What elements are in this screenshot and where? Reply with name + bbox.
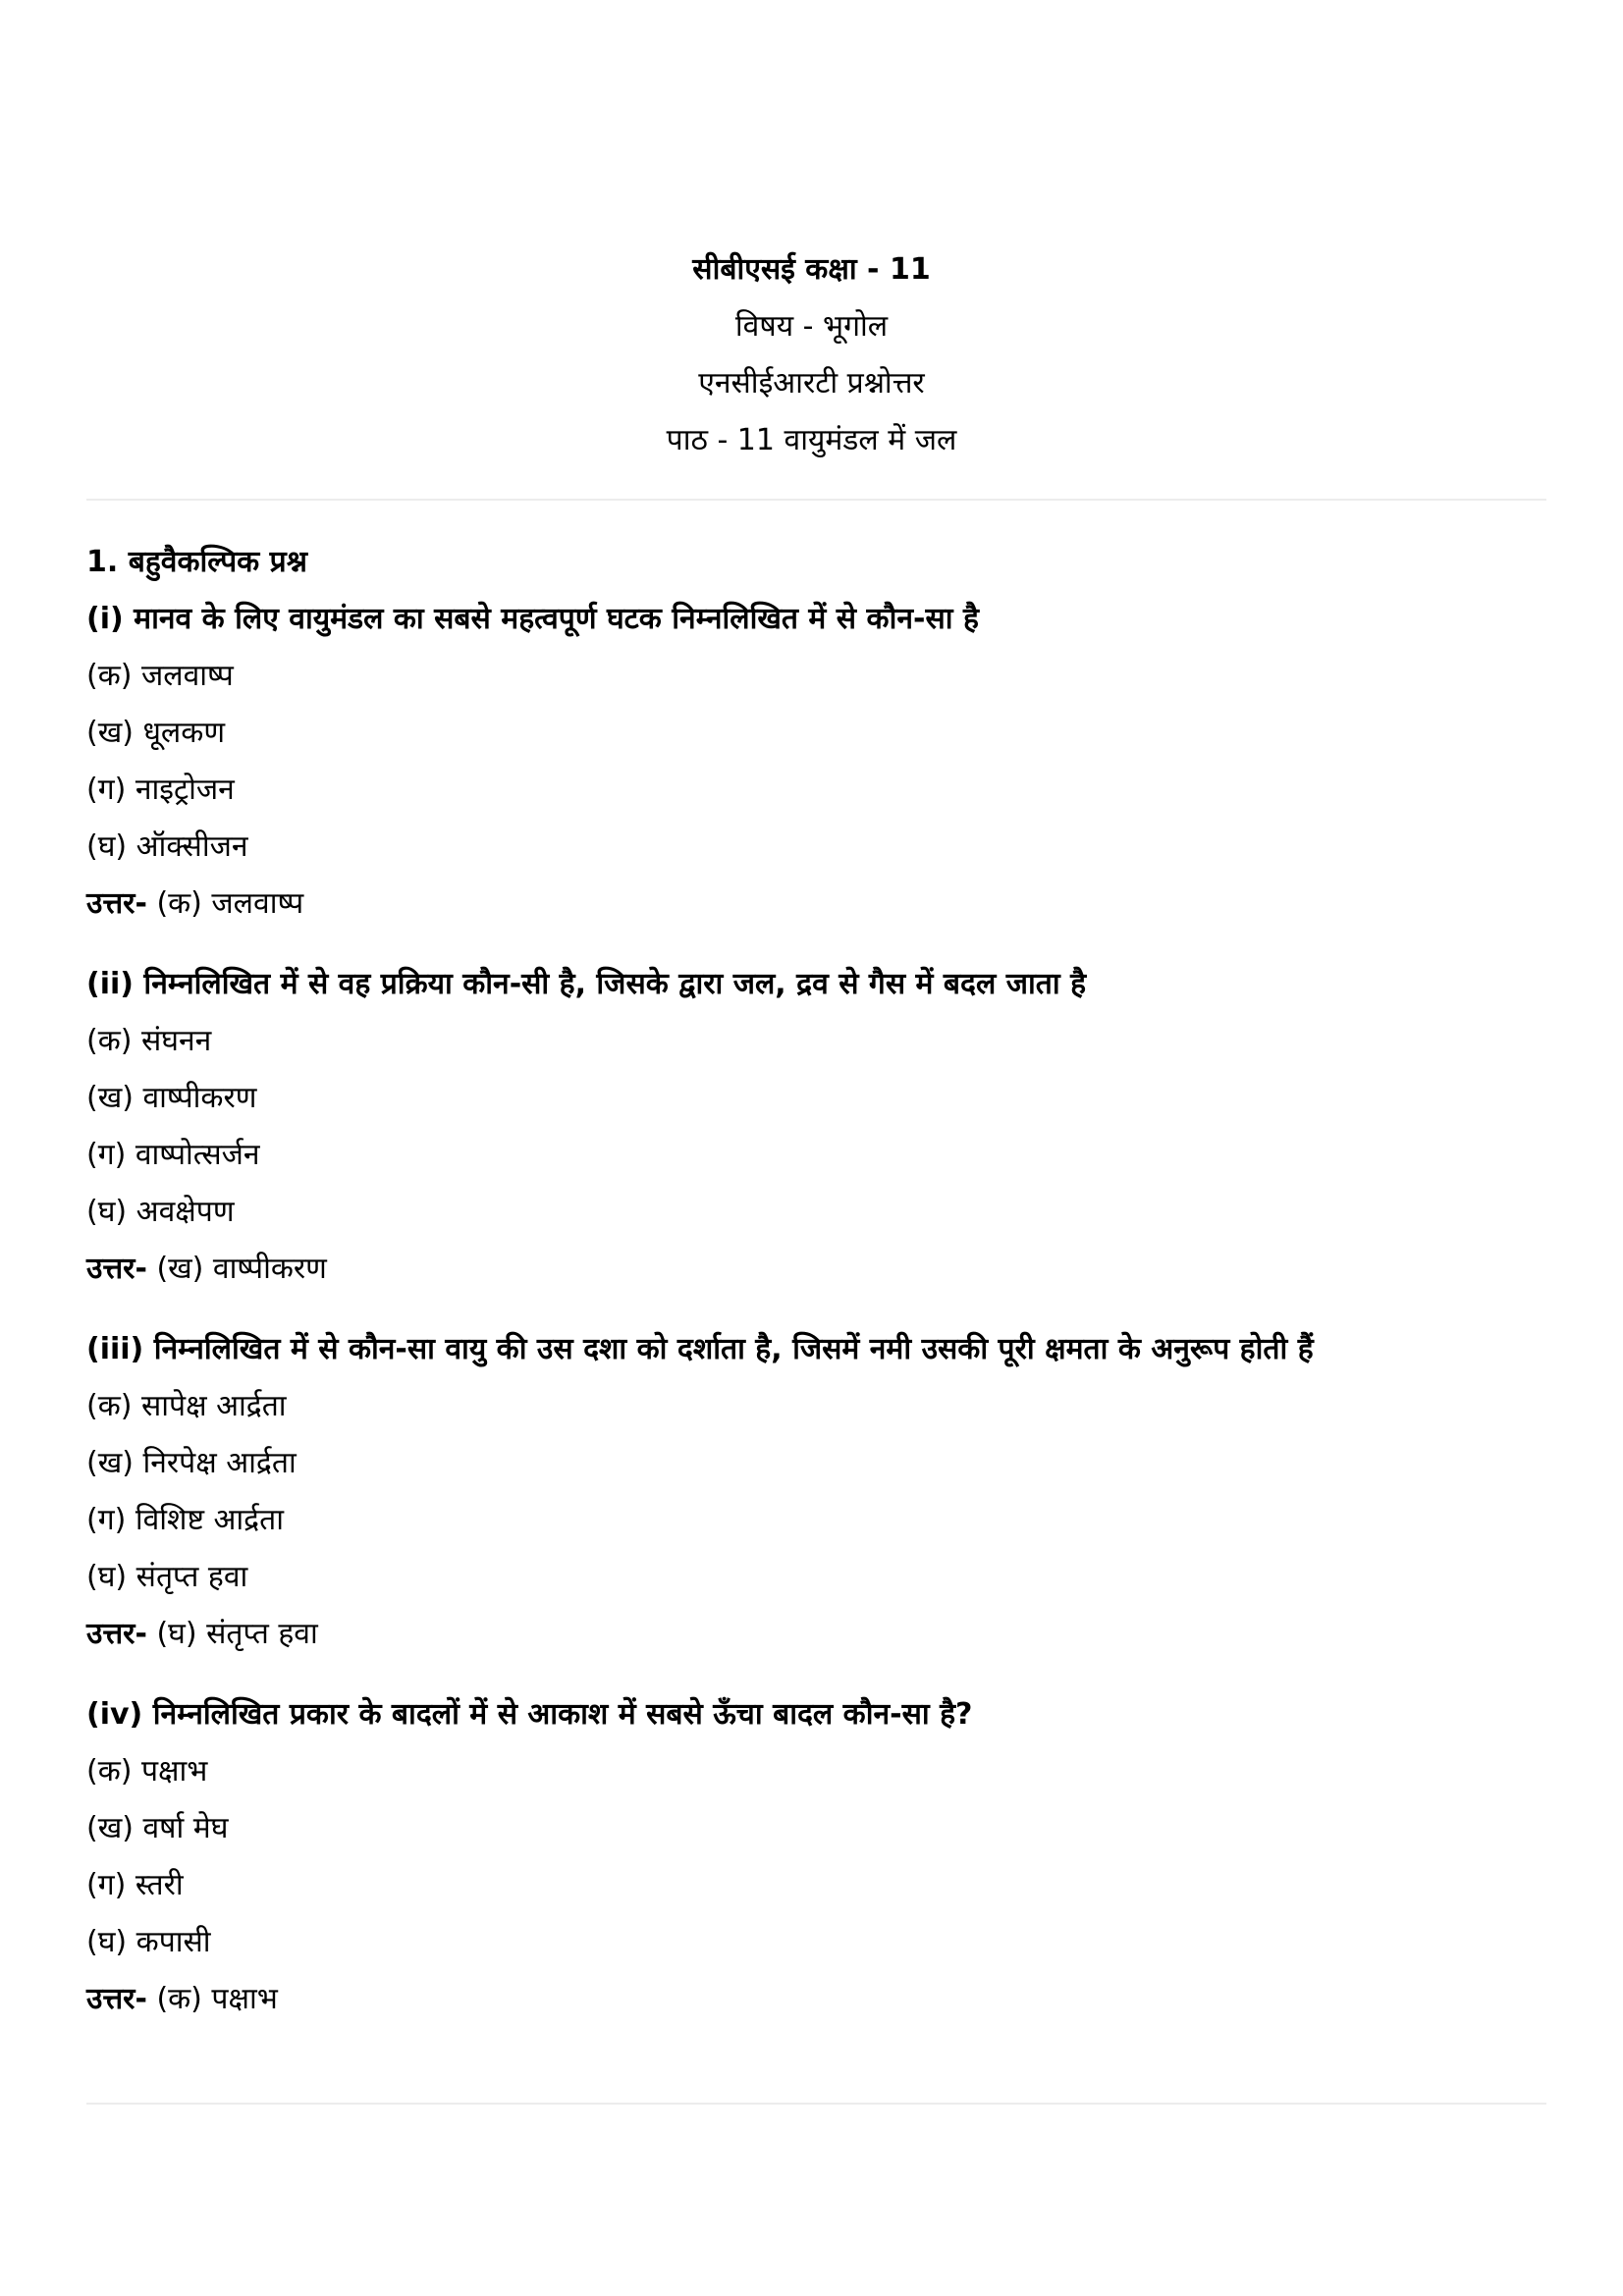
ncert-title: एनसीईआरटी प्रश्नोत्तर [698, 366, 925, 400]
answer-label: उत्तर- [86, 1252, 147, 1286]
option-kha: (ख) वाष्पीकरण [86, 1081, 257, 1115]
option-kha: (ख) निरपेक्ष आर्द्रता [86, 1446, 297, 1480]
chapter-title: पाठ - 11 वायुमंडल में जल [666, 423, 957, 457]
option-ga: (ग) वाष्पोत्सर्जन [86, 1138, 260, 1172]
document-header [0, 241, 1623, 469]
option-ka: (क) संघनन [86, 1024, 212, 1058]
question-block-4 [86, 1686, 1546, 2028]
option-kha: (ख) वर्षा मेघ [86, 1811, 229, 1845]
answer-line [86, 876, 1546, 933]
option-ka: (क) सापेक्ष आर्द्रता [86, 1389, 287, 1423]
option-gha: (घ) संतृप्त हवा [86, 1560, 248, 1594]
header-divider [86, 499, 1546, 501]
answer-value: (ख) वाष्पीकरण [146, 1252, 327, 1286]
question-block-2 [86, 956, 1546, 1298]
document-content [86, 534, 1546, 2052]
option-gha: (घ) कपासी [86, 1925, 211, 1959]
question-block-3 [86, 1321, 1546, 1663]
board-class-title: सीबीएसई कक्षा - 11 [692, 252, 931, 287]
question-text: (iv) निम्नलिखित प्रकार के बादलों में से आकाश में सबसे ऊँचा बादल कौन-सा है? [86, 1697, 973, 1732]
option-ga: (ग) नाइट्रोजन [86, 773, 235, 807]
section-title: 1. बहुवैकल्पिक प्रश्न [86, 545, 307, 579]
option-kha: (ख) धूलकण [86, 716, 226, 750]
answer-label: उत्तर- [86, 886, 147, 921]
question-text: (ii) निम्नलिखित में से वह प्रक्रिया कौन-सी है, जिसके द्वारा जल, द्रव से गैस में बदल जाता है [86, 967, 1087, 1001]
answer-line [86, 1606, 1546, 1663]
answer-line [86, 1241, 1546, 1298]
subject-title: विषय - भूगोल [734, 309, 889, 344]
question-text: (i) मानव के लिए वायुमंडल का सबसे महत्वपूर्ण घटक निम्नलिखित में से कौन-सा है [86, 602, 979, 636]
question-text: (iii) निम्नलिखित में से कौन-सा वायु की उस दशा को दर्शाता है, जिसमें नमी उसकी पूरी क्षमता के अनुरूप होती हैं [86, 1332, 1314, 1366]
option-ga: (ग) स्तरी [86, 1868, 184, 1902]
option-gha: (घ) ऑक्सीजन [86, 829, 248, 864]
answer-value: (घ) संतृप्त हवा [146, 1617, 318, 1651]
option-ka: (क) जलवाष्प [86, 659, 234, 693]
answer-label: उत्तर- [86, 1982, 147, 2016]
answer-line [86, 1971, 1546, 2028]
option-ka: (क) पक्षाभ [86, 1754, 208, 1789]
footer-divider [86, 2103, 1546, 2105]
option-ga: (ग) विशिष्ट आर्द्रता [86, 1503, 284, 1537]
question-block-1 [86, 591, 1546, 933]
answer-value: (क) पक्षाभ [146, 1982, 278, 2016]
option-gha: (घ) अवक्षेपण [86, 1195, 235, 1229]
answer-label: उत्तर- [86, 1617, 147, 1651]
answer-value: (क) जलवाष्प [146, 886, 304, 921]
